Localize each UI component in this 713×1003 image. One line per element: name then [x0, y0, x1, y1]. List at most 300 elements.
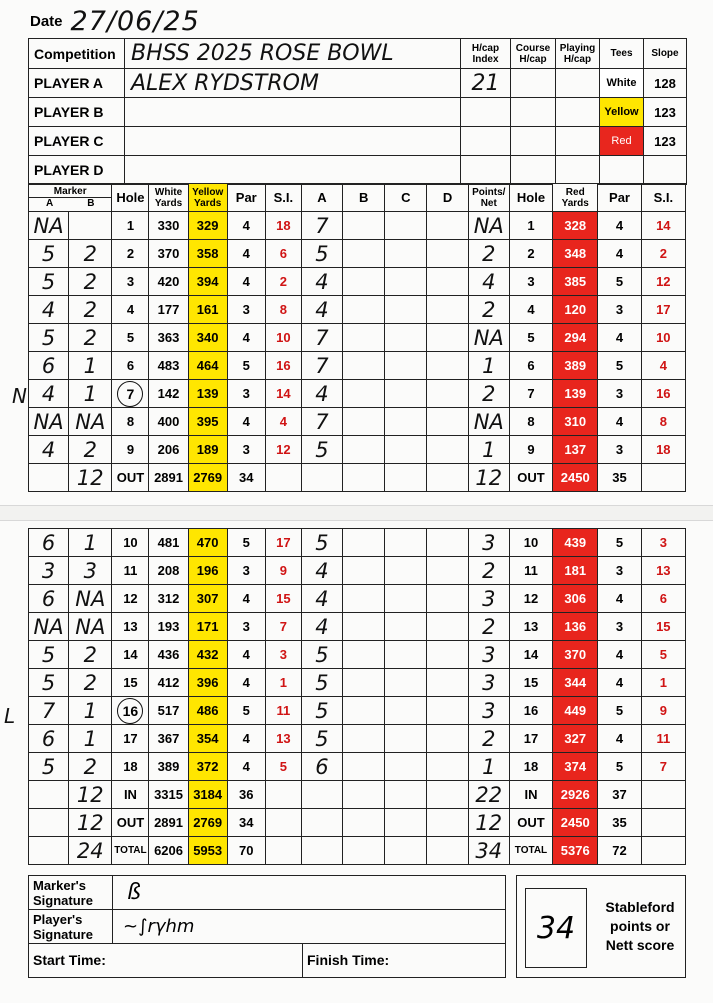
player-b-score[interactable] — [343, 436, 385, 464]
player-d-score[interactable] — [427, 380, 468, 408]
hole-number-2: 14 — [509, 641, 552, 669]
par: 4 — [227, 641, 265, 669]
marker-a-score[interactable]: 7 — [29, 697, 69, 725]
stroke-index-2: 6 — [641, 585, 685, 613]
hole-number: 13 — [112, 613, 149, 641]
player-d-score[interactable] — [427, 212, 468, 240]
hole-row — [29, 324, 686, 352]
marker-a-score[interactable]: 6 — [29, 585, 69, 613]
points-net[interactable]: NA — [468, 324, 509, 352]
par-2: 4 — [598, 212, 641, 240]
marker-a-score[interactable]: NA — [29, 613, 69, 641]
stroke-index: 5 — [265, 753, 301, 781]
marker-b-score[interactable]: NA — [69, 585, 112, 613]
player-d-hcap[interactable] — [461, 156, 511, 185]
stroke-index: 12 — [265, 436, 301, 464]
marker-b-score[interactable]: 1 — [69, 529, 112, 557]
back-total-row — [29, 837, 686, 865]
circled-hole-number: 7 — [117, 381, 143, 407]
marker-a-score[interactable]: 5 — [29, 753, 69, 781]
white-yards: 312 — [149, 585, 188, 613]
marker-b-score[interactable]: 1 — [69, 697, 112, 725]
total-si-blank — [265, 464, 301, 492]
hole-row — [29, 380, 686, 408]
hole-row — [29, 557, 686, 585]
yellow-yards: 396 — [188, 669, 227, 697]
player-d-course-hcap[interactable] — [511, 156, 556, 185]
total-par-2: 35 — [598, 464, 641, 492]
player-b-score[interactable] — [343, 725, 385, 753]
marker-signature-field[interactable] — [113, 876, 303, 910]
player-d-score[interactable] — [427, 408, 468, 436]
marker-b-score[interactable] — [69, 212, 112, 240]
player-d-score[interactable] — [427, 613, 468, 641]
stroke-index: 6 — [265, 240, 301, 268]
player-a-score[interactable]: 5 — [301, 697, 342, 725]
marker-a-score[interactable]: 5 — [29, 669, 69, 697]
player-c-score[interactable] — [385, 585, 427, 613]
player-c-score[interactable] — [385, 268, 427, 296]
white-yards: 370 — [149, 240, 188, 268]
player-d-score[interactable] — [427, 436, 468, 464]
total-marker-a[interactable] — [29, 464, 69, 492]
points-net[interactable]: 2 — [468, 296, 509, 324]
player-c-score[interactable] — [385, 529, 427, 557]
hole2-header: Hole — [509, 184, 552, 212]
player-b-score[interactable] — [343, 240, 385, 268]
points-net[interactable]: 3 — [468, 641, 509, 669]
player-c-course-hcap[interactable] — [511, 127, 556, 156]
yellow-yards: 432 — [188, 641, 227, 669]
total-player-a[interactable] — [301, 809, 342, 837]
player-a-score[interactable]: 6 — [301, 753, 342, 781]
player-a-score[interactable]: 4 — [301, 613, 342, 641]
points-net[interactable]: 3 — [468, 529, 509, 557]
points-net[interactable]: 1 — [468, 436, 509, 464]
player-a-hcap[interactable] — [461, 69, 511, 98]
hole-row — [29, 753, 686, 781]
marker-header — [29, 184, 112, 212]
finish-time-label[interactable]: Finish Time: — [303, 944, 506, 978]
marker-a-score[interactable]: 6 — [29, 352, 69, 380]
hole-number-2: 10 — [509, 529, 552, 557]
hole-number-2: 17 — [509, 725, 552, 753]
marker-a-score[interactable]: 6 — [29, 529, 69, 557]
player-a-score[interactable]: 7 — [301, 212, 342, 240]
total-label: OUT — [112, 809, 149, 837]
hole-number: 10 — [112, 529, 149, 557]
player-a-score[interactable]: 7 — [301, 408, 342, 436]
player-a-score[interactable]: 5 — [301, 436, 342, 464]
hole-number: 2 — [112, 240, 149, 268]
total-points[interactable]: 12 — [468, 809, 509, 837]
stroke-index: 13 — [265, 725, 301, 753]
par-2: 5 — [598, 268, 641, 296]
par-2: 5 — [598, 697, 641, 725]
player-b-score[interactable] — [343, 268, 385, 296]
hole-number — [112, 697, 149, 725]
player-row-b — [29, 98, 687, 127]
total-marker-a[interactable] — [29, 781, 69, 809]
total-par: 34 — [227, 464, 265, 492]
marker-a-score[interactable]: 5 — [29, 268, 69, 296]
points-net[interactable]: 3 — [468, 669, 509, 697]
player-a-score[interactable]: 5 — [301, 641, 342, 669]
player-c-score[interactable] — [385, 753, 427, 781]
player-c-score[interactable] — [385, 725, 427, 753]
total-marker-a[interactable] — [29, 809, 69, 837]
yellow-yards: 171 — [188, 613, 227, 641]
total-player-d[interactable] — [427, 809, 468, 837]
player-a-score[interactable]: 7 — [301, 352, 342, 380]
yellow-yards: 196 — [188, 557, 227, 585]
total-label-2: TOTAL — [509, 837, 552, 865]
marker-b-score[interactable]: 2 — [69, 296, 112, 324]
marker-a-score[interactable]: 6 — [29, 725, 69, 753]
player-c-score[interactable] — [385, 352, 427, 380]
marker-signature-field-2[interactable] — [303, 876, 506, 910]
tee-yellow: Yellow — [600, 98, 644, 127]
total-player-a[interactable] — [301, 837, 342, 865]
player-c-score[interactable] — [385, 697, 427, 725]
total-points[interactable]: 34 — [468, 837, 509, 865]
player-d-score[interactable] — [427, 753, 468, 781]
hole-number-2: 13 — [509, 613, 552, 641]
player-d-name-field[interactable] — [125, 156, 461, 185]
marker-a-score[interactable]: 5 — [29, 324, 69, 352]
marker-b-score[interactable]: 2 — [69, 268, 112, 296]
marker-a-score[interactable]: 4 — [29, 296, 69, 324]
points-net[interactable]: 3 — [468, 697, 509, 725]
front-nine-table — [28, 183, 686, 492]
player-d-score[interactable] — [427, 641, 468, 669]
player-b-hcap[interactable] — [461, 98, 511, 127]
par-header: Par — [227, 184, 265, 212]
player-a-score[interactable]: 4 — [301, 557, 342, 585]
white-yards: 177 — [149, 296, 188, 324]
total-label: OUT — [112, 464, 149, 492]
tee-white: White — [600, 69, 644, 98]
white-yards: 389 — [149, 753, 188, 781]
hole-row — [29, 240, 686, 268]
player-b-score[interactable] — [343, 352, 385, 380]
points-net[interactable]: 3 — [468, 585, 509, 613]
player-a-course-hcap[interactable] — [511, 69, 556, 98]
marker-a-score[interactable]: NA — [29, 408, 69, 436]
hole-number: 14 — [112, 641, 149, 669]
player-d-score[interactable] — [427, 697, 468, 725]
par-2: 4 — [598, 725, 641, 753]
player-a-name: ALEX RYDSTROM — [131, 70, 319, 96]
marker-b-score[interactable]: 2 — [69, 753, 112, 781]
player-signature-field[interactable] — [113, 910, 303, 944]
slope-d — [644, 156, 687, 185]
par: 5 — [227, 697, 265, 725]
player-d-score[interactable] — [427, 585, 468, 613]
hole-row — [29, 212, 686, 240]
stroke-index: 16 — [265, 352, 301, 380]
player-c-hcap[interactable] — [461, 127, 511, 156]
hole-number: 6 — [112, 352, 149, 380]
stroke-index: 18 — [265, 212, 301, 240]
player-a-score[interactable]: 5 — [301, 725, 342, 753]
marker-a-score[interactable]: 5 — [29, 641, 69, 669]
stableford-label: Stableford points or Nett score — [605, 899, 675, 953]
red-yards: 310 — [553, 408, 598, 436]
player-d-score[interactable] — [427, 557, 468, 585]
total-points[interactable]: 22 — [468, 781, 509, 809]
player-a-score[interactable]: 4 — [301, 268, 342, 296]
player-d-playing-hcap[interactable] — [556, 156, 600, 185]
total-player-c[interactable] — [385, 837, 427, 865]
total-marker-b[interactable]: 24 — [69, 837, 112, 865]
par: 5 — [227, 352, 265, 380]
white-yards: 367 — [149, 725, 188, 753]
player-a-hcap-value: 21 — [471, 70, 500, 96]
player-a-score[interactable]: 4 — [301, 296, 342, 324]
player-d-score[interactable] — [427, 669, 468, 697]
par-2: 5 — [598, 753, 641, 781]
marker-signature-label: Marker's Signature — [29, 876, 113, 910]
points-net[interactable]: 2 — [468, 557, 509, 585]
stroke-index-2: 3 — [641, 529, 685, 557]
total-player-c[interactable] — [385, 809, 427, 837]
player-b-score[interactable] — [343, 557, 385, 585]
points-net[interactable]: 2 — [468, 613, 509, 641]
par: 3 — [227, 557, 265, 585]
competition-value[interactable] — [125, 39, 461, 69]
player-a-playing-hcap[interactable] — [556, 69, 600, 98]
red-yards: 389 — [553, 352, 598, 380]
stroke-index-2: 18 — [641, 436, 685, 464]
slope-white: 128 — [644, 69, 687, 98]
points-net[interactable]: 1 — [468, 352, 509, 380]
yellow-yards: 307 — [188, 585, 227, 613]
player-c-score[interactable] — [385, 240, 427, 268]
player-c-playing-hcap[interactable] — [556, 127, 600, 156]
player-b-score[interactable] — [343, 296, 385, 324]
yellow-yards: 139 — [188, 380, 227, 408]
total-marker-b[interactable]: 12 — [69, 464, 112, 492]
player-d-label: PLAYER D — [29, 156, 125, 185]
player-d-score[interactable] — [427, 529, 468, 557]
signature-table — [28, 875, 506, 978]
player-c-name-field[interactable] — [125, 127, 461, 156]
player-b-score[interactable] — [343, 641, 385, 669]
total-points[interactable]: 12 — [468, 464, 509, 492]
player-b-score[interactable] — [343, 380, 385, 408]
player-c-score[interactable] — [385, 212, 427, 240]
par-2: 3 — [598, 613, 641, 641]
total-label-2: IN — [509, 781, 552, 809]
total-player-a[interactable] — [301, 781, 342, 809]
hole-number: 17 — [112, 725, 149, 753]
player-c-score[interactable] — [385, 324, 427, 352]
red-yards: 327 — [553, 725, 598, 753]
total-marker-b[interactable]: 12 — [69, 809, 112, 837]
hole-number-2: 9 — [509, 436, 552, 464]
player-signature-field-2[interactable] — [303, 910, 506, 944]
total-player-c[interactable] — [385, 464, 427, 492]
player-d-score[interactable] — [427, 268, 468, 296]
marker-b-score[interactable]: NA — [69, 613, 112, 641]
player-c-score[interactable] — [385, 613, 427, 641]
player-b-score[interactable] — [343, 212, 385, 240]
player-b-playing-hcap[interactable] — [556, 98, 600, 127]
player-d-score[interactable] — [427, 725, 468, 753]
player-a-score[interactable]: 7 — [301, 324, 342, 352]
total-player-b[interactable] — [343, 809, 385, 837]
hcap-index-header: H/cap Index — [461, 39, 511, 69]
red-yards: 348 — [553, 240, 598, 268]
marker-a-score[interactable]: 4 — [29, 436, 69, 464]
total-par: 34 — [227, 809, 265, 837]
hole-row — [29, 613, 686, 641]
player-c-score[interactable] — [385, 641, 427, 669]
si-header: S.I. — [265, 184, 301, 212]
hole-row — [29, 669, 686, 697]
total-marker-b[interactable]: 12 — [69, 781, 112, 809]
total-si2-blank — [641, 464, 685, 492]
marker-a-score[interactable]: 3 — [29, 557, 69, 585]
par-2: 3 — [598, 557, 641, 585]
points-net[interactable]: 2 — [468, 725, 509, 753]
stroke-index: 15 — [265, 585, 301, 613]
total-player-b[interactable] — [343, 837, 385, 865]
stroke-index-2: 13 — [641, 557, 685, 585]
total-red-yards: 2450 — [553, 464, 598, 492]
marker-b-score[interactable]: 1 — [69, 725, 112, 753]
player-b-score[interactable] — [343, 408, 385, 436]
player-signature-scrawl: ~∫rγhm — [123, 916, 195, 937]
par: 4 — [227, 212, 265, 240]
hole-number-2: 3 — [509, 268, 552, 296]
total-marker-a[interactable] — [29, 837, 69, 865]
total-player-d[interactable] — [427, 464, 468, 492]
white-yards: 142 — [149, 380, 188, 408]
marker-b-score[interactable]: 2 — [69, 240, 112, 268]
points-net[interactable]: 1 — [468, 753, 509, 781]
total-player-b[interactable] — [343, 464, 385, 492]
start-time-label[interactable]: Start Time: — [29, 944, 303, 978]
total-player-c[interactable] — [385, 781, 427, 809]
par: 4 — [227, 725, 265, 753]
hole-number-2: 7 — [509, 380, 552, 408]
total-yellow-yards: 2769 — [188, 809, 227, 837]
player-b-score[interactable] — [343, 585, 385, 613]
perforation-line — [0, 505, 713, 521]
player-b-score[interactable] — [343, 753, 385, 781]
par: 4 — [227, 585, 265, 613]
points-net[interactable]: NA — [468, 212, 509, 240]
player-c-score[interactable] — [385, 557, 427, 585]
yellow-yards: 470 — [188, 529, 227, 557]
marker-b-score[interactable]: NA — [69, 408, 112, 436]
slope-header: Slope — [644, 39, 687, 69]
hole-row — [29, 529, 686, 557]
points-net[interactable]: 2 — [468, 380, 509, 408]
player-b-course-hcap[interactable] — [511, 98, 556, 127]
total-player-d[interactable] — [427, 781, 468, 809]
player-c-score[interactable] — [385, 296, 427, 324]
marker-b-score[interactable]: 1 — [69, 380, 112, 408]
red-yards: 328 — [553, 212, 598, 240]
hole-number: 3 — [112, 268, 149, 296]
player-c-score[interactable] — [385, 408, 427, 436]
marker-b-score[interactable]: 2 — [69, 669, 112, 697]
points-net[interactable]: 2 — [468, 240, 509, 268]
points-net[interactable]: NA — [468, 408, 509, 436]
marker-b-score[interactable]: 2 — [69, 324, 112, 352]
marker-a-score[interactable]: 5 — [29, 240, 69, 268]
total-si-blank — [265, 837, 301, 865]
total-red-yards: 2450 — [553, 809, 598, 837]
marker-b-score[interactable]: 1 — [69, 352, 112, 380]
player-b-score[interactable] — [343, 324, 385, 352]
player-a-score[interactable]: 4 — [301, 585, 342, 613]
player-d-score[interactable] — [427, 324, 468, 352]
hole-number: 11 — [112, 557, 149, 585]
player-b-score[interactable] — [343, 529, 385, 557]
marker-a-score[interactable]: NA — [29, 212, 69, 240]
par: 5 — [227, 529, 265, 557]
yellow-yards: 354 — [188, 725, 227, 753]
marker-b-score[interactable]: 2 — [69, 641, 112, 669]
white-yards: 436 — [149, 641, 188, 669]
player-c-score[interactable] — [385, 380, 427, 408]
player-a-name-field[interactable] — [125, 69, 461, 98]
player-b-score[interactable] — [343, 613, 385, 641]
red-yards: 374 — [553, 753, 598, 781]
player-a-score[interactable]: 5 — [301, 529, 342, 557]
player-d-score[interactable] — [427, 352, 468, 380]
player-b-name-field[interactable] — [125, 98, 461, 127]
total-player-b[interactable] — [343, 781, 385, 809]
player-d-score[interactable] — [427, 296, 468, 324]
stableford-score-field[interactable]: 34 — [525, 888, 587, 968]
hole-number-2: 4 — [509, 296, 552, 324]
marker-a-score[interactable]: 4 — [29, 380, 69, 408]
total-player-a[interactable] — [301, 464, 342, 492]
marker-b-score[interactable]: 3 — [69, 557, 112, 585]
par2-header: Par — [598, 184, 641, 212]
date-value: 27/06/25 — [70, 5, 200, 37]
hole-number-2: 2 — [509, 240, 552, 268]
player-b-score[interactable] — [343, 669, 385, 697]
stroke-index-2: 15 — [641, 613, 685, 641]
par-2: 3 — [598, 436, 641, 464]
player-a-score[interactable]: 4 — [301, 380, 342, 408]
total-par-2: 35 — [598, 809, 641, 837]
player-c-score[interactable] — [385, 669, 427, 697]
player-row-c — [29, 127, 687, 156]
red-yards: 344 — [553, 669, 598, 697]
points-header: Points/ Net — [468, 184, 509, 212]
hole-number-2: 11 — [509, 557, 552, 585]
total-player-d[interactable] — [427, 837, 468, 865]
player-b-score[interactable] — [343, 697, 385, 725]
hole-row — [29, 352, 686, 380]
stroke-index-2: 10 — [641, 324, 685, 352]
player-c-score[interactable] — [385, 436, 427, 464]
points-net[interactable]: 4 — [468, 268, 509, 296]
yellow-yards: 340 — [188, 324, 227, 352]
player-d-score[interactable] — [427, 240, 468, 268]
player-a-score[interactable]: 5 — [301, 240, 342, 268]
yellow-yards: 394 — [188, 268, 227, 296]
player-a-score[interactable]: 5 — [301, 669, 342, 697]
marker-b-score[interactable]: 2 — [69, 436, 112, 464]
